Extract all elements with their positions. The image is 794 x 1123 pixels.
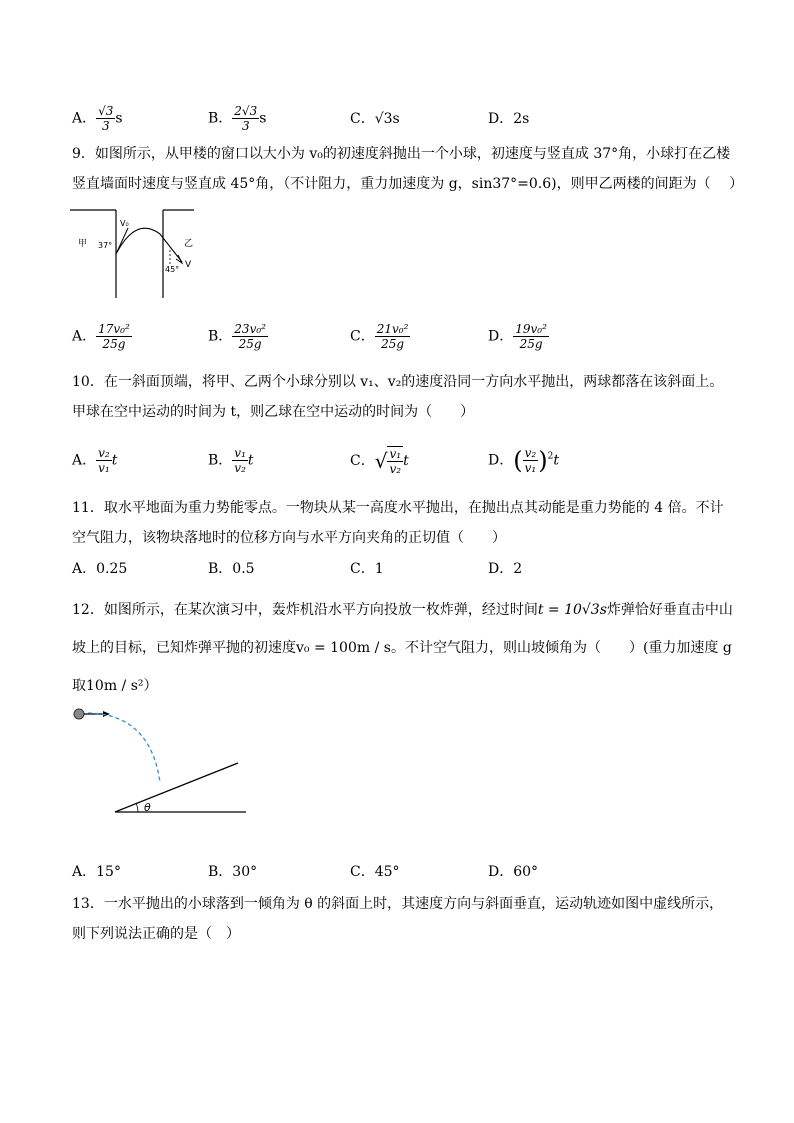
fraction: $\frac{\text{v₁}}{\text{v₂}}$ — [389, 447, 402, 476]
q11-option-c: C．1 — [350, 561, 384, 577]
q10-option-b: B． $\frac{\text{v₁}}{\text{v₂}}$ t — [208, 446, 254, 475]
q11-option-d: D．2 — [488, 561, 523, 577]
q10-option-d: D．( $\frac{\text{v₂}}{\text{v₁}}$ )$^2$t — [488, 446, 559, 475]
right-building-label: 乙 — [184, 239, 194, 249]
fraction: $\frac{\text{23v₀²}}{25g}$ — [234, 322, 266, 351]
q12-stem-line2: 坡上的目标，已知炸弹平抛的初速度v₀ = 100m / s。不计空气阻力，则山坡倾角为（ ）(重力加速度 g — [72, 640, 732, 656]
time-expression: t = 10√3s — [537, 602, 607, 618]
theta-label: θ — [144, 801, 151, 814]
q9-option-d: D． $\frac{\text{19v₀²}}{25g}$ — [488, 322, 547, 351]
sqrt-sign: √ — [374, 449, 388, 473]
q9-figure — [70, 206, 200, 302]
v-label: V — [185, 260, 192, 270]
q9-option-b: B． $\frac{\text{23v₀²}}{25g}$ — [208, 322, 266, 351]
q8-option-a: A． $\frac{√3}{3}$ s — [72, 104, 123, 133]
v0-label: V₀ — [120, 219, 129, 228]
slope-line — [115, 763, 238, 812]
q10-option-a: A． $\frac{\text{v₂}}{\text{v₁}}$ t — [72, 446, 118, 475]
q11-option-b: B．0.5 — [208, 561, 255, 577]
left-building-label: 甲 — [78, 239, 88, 249]
fraction: $\frac{\text{v₂}}{\text{v₁}}$ — [524, 446, 537, 475]
q12-option-a: A．15° — [72, 864, 121, 880]
q13-stem-line1: 13．一水平抛出的小球落到一倾角为 θ 的斜面上时，其速度方向与斜面垂直，运动轨迹如图中虚线所示， — [72, 896, 724, 912]
q11-stem-line1: 11．取水平地面为重力势能零点。一物块从某一高度水平抛出，在抛出点其动能是重力势能的 4 倍。不计 — [72, 500, 724, 516]
trajectory-dashed — [88, 713, 160, 782]
q9-option-c: C． $\frac{\text{21v₀²}}{25g}$ — [350, 322, 409, 351]
fraction: $\frac{\text{19v₀²}}{25g}$ — [515, 322, 547, 351]
q8-option-c: C．√3s — [350, 111, 400, 127]
option-label: A． — [72, 110, 97, 127]
q12-option-d: D．60° — [488, 864, 539, 880]
q13-stem-line2: 则下列说法正确的是（ ） — [72, 926, 240, 942]
q8-option-b: B． $\frac{2√3}{3}$ s — [208, 104, 267, 133]
q12-option-c: C．45° — [350, 864, 400, 880]
q9-option-a: A． $\frac{\text{17v₀²}}{25g}$ — [72, 322, 130, 351]
q12-stem-line3: 取10m / s²） — [72, 678, 158, 694]
angle-37-label: 37° — [98, 241, 113, 250]
fraction: $\frac{\text{v₁}}{\text{v₂}}$ — [234, 446, 246, 475]
q11-option-a: A．0.25 — [72, 561, 128, 577]
q9-stem-line1: 9．如图所示，从甲楼的窗口以大小为 v₀的初速度斜抛出一个小球，初速度与竖直成 37°角，小球打在乙楼 — [72, 146, 731, 162]
q10-stem-line1: 10．在一斜面顶端，将甲、乙两个小球分别以 v₁、v₂的速度沿同一方向水平抛出，两球都落在该斜面上。 — [72, 374, 724, 390]
q8-option-d: D．2s — [488, 111, 530, 127]
q12-figure — [70, 702, 252, 818]
q12-option-b: B．30° — [208, 864, 258, 880]
q11-stem-line2: 空气阻力，该物块落地时的位移方向与水平方向夹角的正切值（ ） — [72, 530, 506, 546]
q10-option-c: C．√ $\frac{\text{v₁}}{\text{v₂}}$ t — [350, 447, 409, 476]
fraction: $\frac{2√3}{3}$ — [234, 104, 258, 133]
angle-45-label: 45° — [165, 265, 180, 274]
fraction: $\frac{√3}{3}$ — [98, 104, 114, 133]
option-label: B． — [208, 110, 233, 127]
q12-stem-line1: 12．如图所示，在某次演习中，轰炸机沿水平方向投放一枚炸弹，经过时间t = 10√3s炸弹恰好垂直击中山 — [72, 602, 733, 618]
fraction: $\frac{\text{v₂}}{\text{v₁}}$ — [98, 446, 110, 475]
bomb-ball — [74, 709, 84, 719]
fraction: $\frac{\text{17v₀²}}{25g}$ — [98, 322, 130, 351]
velocity-expression: v₀ = 100m / s — [296, 640, 391, 656]
q10-stem-line2: 甲球在空中运动的时间为 t，则乙球在空中运动的时间为（ ） — [72, 404, 475, 420]
q9-stem-line2: 竖直墙面时速度与竖直成 45°角，（不计阻力，重力加速度为 g，sin37°=0.6)，则甲乙两楼的间距为（ ） — [72, 176, 744, 192]
fraction: $\frac{\text{21v₀²}}{25g}$ — [376, 322, 409, 351]
